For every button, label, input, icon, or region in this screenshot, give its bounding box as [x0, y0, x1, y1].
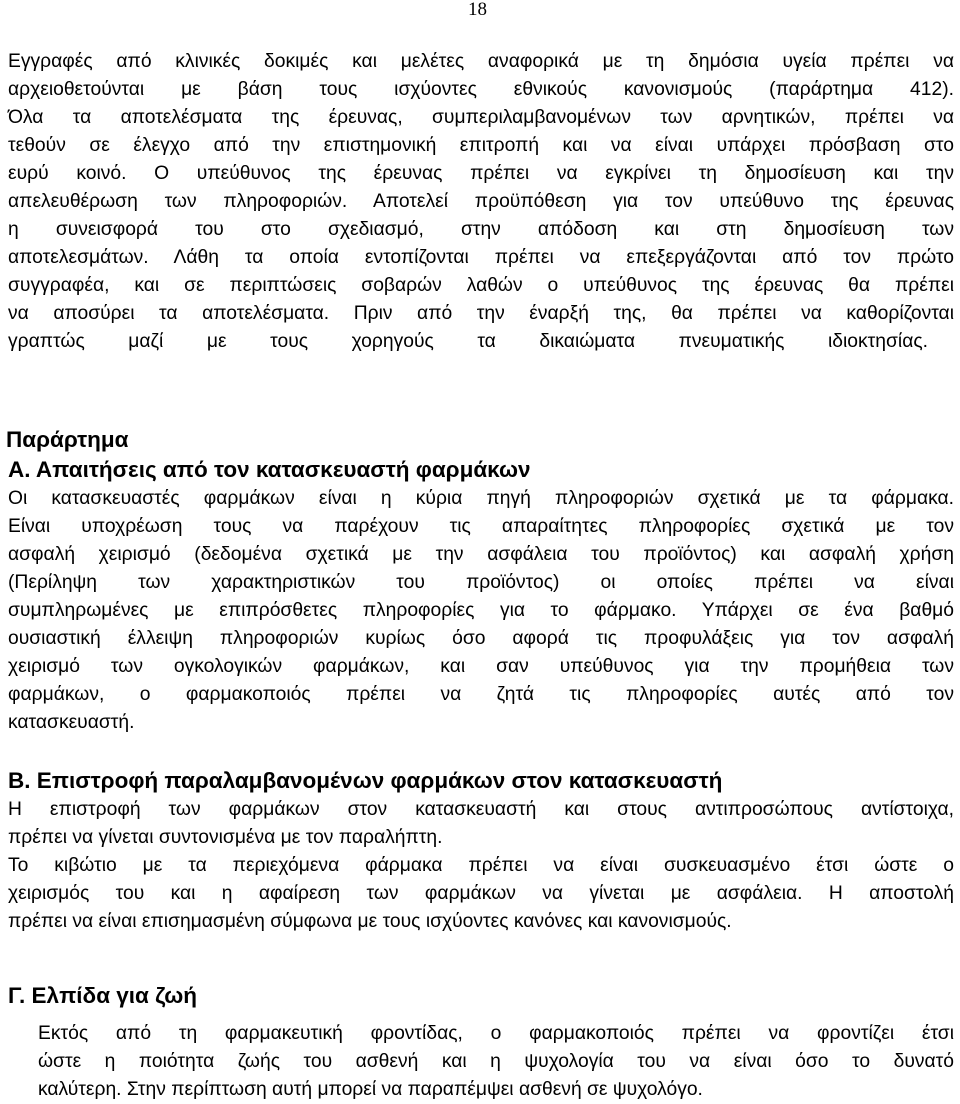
- text-line: πρέπει να είναι επισημασμένη σύμφωνα με τους ισχύοντες κανόνες και κανονισμούς.: [8, 911, 732, 932]
- text-line: ουσιαστική έλλειψη πληροφοριών κυρίως όσο αφορά τις προφυλάξεις για τον ασφαλή: [8, 628, 954, 649]
- text-line: Το κιβώτιο με τα περιεχόμενα φάρμακα πρέπει να είναι συσκευασμένο έτσι ώστε ο: [8, 855, 954, 876]
- text-line: ώστε η ποιότητα ζωής του ασθενή και η ψυχολογία του να είναι όσο το δυνατό: [38, 1051, 954, 1072]
- text-line: Εκτός από τη φαρμακευτική φροντίδας, ο φαρμακοποιός πρέπει να φροντίζει έτσι: [38, 1023, 954, 1044]
- section-a-heading: Α. Απαιτήσεις από τον κατασκευαστή φαρμάκων: [8, 457, 531, 482]
- section-c: [8, 981, 954, 1015]
- page-number: 18: [468, 0, 487, 20]
- text-line: απελευθέρωση των πληροφοριών. Αποτελεί προϋπόθεση για τον υπεύθυνο της έρευνας: [8, 191, 954, 212]
- text-line: Όλα τα αποτελέσματα της έρευνας, συμπεριλαμβανομένων των αρνητικών, πρέπει να: [8, 107, 954, 128]
- text-line: Οι κατασκευαστές φαρμάκων είναι η κύρια πηγή πληροφοριών σχετικά με τα φάρμακα.: [8, 488, 954, 509]
- section-a: [8, 455, 954, 737]
- text-line: (Περίληψη των χαρακτηριστικών του προϊόντος) οι οποίες πρέπει να είναι: [8, 572, 954, 593]
- text-line: συμπληρωμένες με επιπρόσθετες πληροφορίες για το φάρμακο. Υπάρχει σε ένα βαθμό: [8, 600, 954, 621]
- section-b-heading: Β. Επιστροφή παραλαμβανομένων φαρμάκων στον κατασκευαστή: [8, 768, 723, 793]
- section-c-heading: Γ. Ελπίδα για ζωή: [8, 983, 197, 1008]
- text-line: ευρύ κοινό. Ο υπεύθυνος της έρευνας πρέπει να εγκρίνει τη δημοσίευση και την: [8, 163, 954, 184]
- text-line: τεθούν σε έλεγχο από την επιστημονική επιτροπή και να είναι υπάρχει πρόσβαση στο: [8, 135, 954, 156]
- text-line: Η επιστροφή των φαρμάκων στον κατασκευαστή και στους αντιπροσώπους αντίστοιχα,: [8, 799, 954, 820]
- text-line: ασφαλή χειρισμό (δεδομένα σχετικά με την ασφάλεια του προϊόντος) και ασφαλή χρήση: [8, 544, 954, 565]
- text-line: αρχειοθετούνται με βάση τους ισχύοντες εθνικούς κανονισμούς (παράρτημα 412).: [8, 79, 954, 100]
- text-line: γραπτώς μαζί με τους χορηγούς τα δικαιώματα πνευματικής ιδιοκτησίας.: [8, 331, 928, 352]
- text-line: συγγραφέα, και σε περιπτώσεις σοβαρών λαθών ο υπεύθυνος της έρευνας θα πρέπει: [8, 275, 954, 296]
- text-line: φαρμάκων, ο φαρμακοποιός πρέπει να ζητά τις πληροφορίες αυτές από τον: [8, 684, 954, 705]
- text-line: να αποσύρει τα αποτελέσματα. Πριν από την έναρξή της, θα πρέπει να καθορίζονται: [8, 303, 954, 324]
- text-line: χειρισμός του και η αφαίρεση των φαρμάκων να γίνεται με ασφάλεια. Η αποστολή: [8, 883, 954, 904]
- text-line: Είναι υποχρέωση τους να παρέχουν τις απαραίτητες πληροφορίες σχετικά με τον: [8, 516, 954, 537]
- text-line: η συνεισφορά του στο σχεδιασμό, στην απόδοση και στη δημοσίευση των: [8, 219, 954, 240]
- text-line: αποτελεσμάτων. Λάθη τα οποία εντοπίζονται πρέπει να επεξεργάζονται από τον πρώτο: [8, 247, 954, 268]
- appendix-title: Παράρτημα: [6, 427, 129, 452]
- text-line: κατασκευαστή.: [8, 712, 135, 733]
- section-c-body: [38, 1020, 954, 1104]
- text-line: πρέπει να γίνεται συντονισμένα με τον παραλήπτη.: [8, 827, 443, 848]
- section-b: [8, 766, 954, 936]
- text-line: Εγγραφές από κλινικές δοκιμές και μελέτες αναφορικά με τη δημόσια υγεία πρέπει να: [8, 51, 954, 72]
- text-line: χειρισμό των ογκολογικών φαρμάκων, και σαν υπεύθυνος για την προμήθεια των: [8, 656, 954, 677]
- intro-paragraph: [8, 48, 954, 356]
- text-line: καλύτερη. Στην περίπτωση αυτή μπορεί να παραπέμψει ασθενή σε ψυχολόγο.: [38, 1079, 703, 1100]
